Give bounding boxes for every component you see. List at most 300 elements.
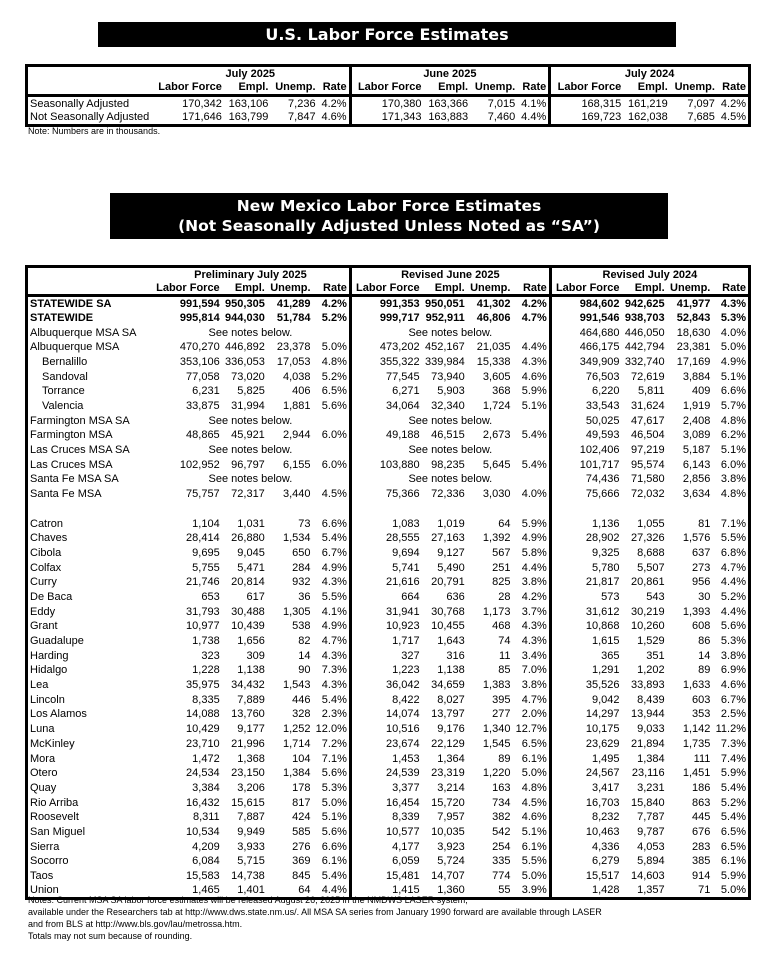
labor-force-cell: 1,223 <box>392 664 420 677</box>
unemployment-cell: 277 <box>492 708 511 721</box>
employment-cell: 9,787 <box>637 825 665 838</box>
column-header: Labor Force <box>350 81 423 96</box>
unemployment-cell: 7,847 <box>288 111 316 124</box>
employment-cell: 5,825 <box>237 385 265 398</box>
unemployment-cell: 825 <box>492 576 511 589</box>
rate-cell: 7.0% <box>512 663 550 678</box>
unemployment-cell: 18,630 <box>676 326 711 339</box>
unemployment-cell: 36 <box>298 590 311 603</box>
rate-cell: 7.4% <box>720 752 746 765</box>
labor-force-cell: 1,104 <box>192 517 220 530</box>
nm-title-line1: New Mexico Labor Force Estimates <box>236 197 542 215</box>
unemployment-cell: 41,289 <box>276 297 311 310</box>
employment-cell: 5,471 <box>237 561 265 574</box>
employment-cell: 1,643 <box>437 635 465 648</box>
employment-cell: 10,260 <box>631 620 665 633</box>
employment-cell: 5,811 <box>637 385 665 398</box>
rate-cell: 5.0% <box>720 883 746 896</box>
labor-force-cell: 24,567 <box>585 767 620 780</box>
employment-cell: 938,703 <box>624 311 665 324</box>
labor-force-cell: 23,710 <box>186 737 220 750</box>
labor-force-cell: 101,717 <box>579 458 620 471</box>
table-row <box>27 751 750 766</box>
employment-cell: 5,507 <box>637 561 665 574</box>
employment-cell: 7,887 <box>237 811 265 824</box>
unemployment-cell: 73 <box>298 517 311 530</box>
employment-cell: 161,219 <box>627 97 668 110</box>
labor-force-cell: 75,666 <box>585 488 620 501</box>
labor-force-cell: 10,534 <box>186 825 220 838</box>
rate-cell: 5.6% <box>313 766 351 781</box>
unemployment-cell: 1,735 <box>682 737 711 750</box>
rate-cell: 5.4% <box>512 457 550 472</box>
labor-force-cell: 10,175 <box>585 723 620 736</box>
unemployment-cell: 4,038 <box>283 370 311 383</box>
unemployment-cell: 17,053 <box>276 355 311 368</box>
labor-force-cell: 1,136 <box>592 517 620 530</box>
rate-cell: 5.7% <box>720 400 746 413</box>
rate-cell: 3.8% <box>720 473 746 486</box>
table-row <box>27 590 750 605</box>
employment-cell: 617 <box>246 590 265 603</box>
rate-cell: 5.2% <box>720 796 746 809</box>
labor-force-cell: 77,545 <box>385 370 420 383</box>
labor-force-cell: 8,422 <box>392 693 420 706</box>
unemployment-cell: 251 <box>492 561 511 574</box>
labor-force-cell: 75,366 <box>385 488 420 501</box>
labor-force-cell: 991,546 <box>579 311 620 324</box>
employment-cell: 3,231 <box>637 781 665 794</box>
rate-cell: 2.3% <box>313 707 351 722</box>
employment-cell: 163,106 <box>228 97 269 110</box>
employment-cell: 8,439 <box>637 693 665 706</box>
employment-cell: 45,921 <box>231 429 265 442</box>
table-row <box>27 722 750 737</box>
employment-cell: 339,984 <box>424 355 465 368</box>
labor-force-cell: 1,083 <box>392 517 420 530</box>
unemployment-cell: 353 <box>692 708 711 721</box>
employment-cell: 1,202 <box>637 664 665 677</box>
unemployment-cell: 23,381 <box>676 341 711 354</box>
column-header: Empl. <box>222 281 267 296</box>
employment-cell: 72,619 <box>631 370 665 383</box>
employment-cell: 1,055 <box>637 517 665 530</box>
labor-force-cell: 15,583 <box>186 870 220 883</box>
unemployment-cell: 542 <box>492 825 511 838</box>
table-row <box>27 369 750 384</box>
column-header: Labor Force <box>350 281 421 296</box>
employment-cell: 1,384 <box>637 752 665 765</box>
rate-cell: 4.9% <box>313 619 351 634</box>
unemployment-cell: 81 <box>698 517 711 530</box>
rate-cell: 5.6% <box>720 620 746 633</box>
labor-force-cell: 16,432 <box>186 796 220 809</box>
unemployment-cell: 3,634 <box>682 488 711 501</box>
unemployment-cell: 28 <box>498 590 511 603</box>
rate-cell: 4.4% <box>313 883 351 898</box>
employment-cell: 23,319 <box>431 767 465 780</box>
labor-force-cell: 8,339 <box>392 811 420 824</box>
rate-cell: 4.2% <box>720 97 746 110</box>
rate-cell: 12.7% <box>512 722 550 737</box>
labor-force-cell: 9,695 <box>192 546 220 559</box>
employment-cell: 446,892 <box>225 341 265 354</box>
unemployment-cell: 406 <box>292 385 311 398</box>
unemployment-cell: 1,220 <box>482 767 511 780</box>
employment-cell: 72,317 <box>231 488 265 501</box>
labor-force-cell: 34,064 <box>385 400 420 413</box>
rate-cell: 3.8% <box>512 678 550 693</box>
employment-cell: 13,944 <box>631 708 665 721</box>
employment-cell: 15,840 <box>631 796 665 809</box>
employment-cell: 543 <box>646 590 665 603</box>
rate-cell: 4.2% <box>512 590 550 605</box>
unemployment-cell: 1,633 <box>682 679 711 692</box>
unemployment-cell: 284 <box>292 561 311 574</box>
rate-cell: 5.4% <box>512 428 550 443</box>
employment-cell: 72,336 <box>431 488 465 501</box>
table-row <box>27 766 750 781</box>
employment-cell: 13,797 <box>431 708 465 721</box>
labor-force-cell: 21,746 <box>186 576 220 589</box>
labor-force-cell: 653 <box>201 590 220 603</box>
column-header: Unemp. <box>270 81 317 96</box>
labor-force-cell: 9,694 <box>392 546 420 559</box>
see-notes-cell: See notes below. <box>350 325 550 340</box>
unemployment-cell: 817 <box>292 796 311 809</box>
rate-cell: 7.2% <box>313 737 351 752</box>
labor-force-cell: 48,865 <box>186 429 220 442</box>
rate-cell: 5.2% <box>720 590 746 603</box>
unemployment-cell: 567 <box>492 546 511 559</box>
employment-cell: 3,933 <box>237 840 265 853</box>
employment-cell: 7,889 <box>237 693 265 706</box>
labor-force-cell: 28,414 <box>186 532 220 545</box>
employment-cell: 1,357 <box>637 883 665 896</box>
employment-cell: 10,035 <box>431 825 465 838</box>
employment-cell: 952,911 <box>425 311 465 324</box>
unemployment-cell: 676 <box>692 825 711 838</box>
table-row <box>27 413 750 428</box>
employment-cell: 163,799 <box>228 111 269 124</box>
unemployment-cell: 7,460 <box>487 111 516 124</box>
unemployment-cell: 86 <box>698 635 711 648</box>
row-label: Farmington MSA SA <box>30 414 130 427</box>
rate-cell: 7.3% <box>720 737 746 750</box>
row-label: Colfax <box>30 561 62 574</box>
rate-cell: 4.7% <box>720 561 746 574</box>
labor-force-cell: 991,353 <box>379 297 420 310</box>
labor-force-cell: 1,453 <box>392 752 420 765</box>
rate-cell: 6.0% <box>313 428 351 443</box>
rate-cell: 2.0% <box>512 707 550 722</box>
employment-cell: 47,617 <box>631 414 665 427</box>
employment-cell: 31,994 <box>231 400 265 413</box>
row-label: Mora <box>30 752 56 765</box>
employment-cell: 8,027 <box>437 693 465 706</box>
column-header: Labor Force <box>152 281 222 296</box>
unemployment-cell: 5,187 <box>682 444 711 457</box>
unemployment-cell: 186 <box>692 781 711 794</box>
rate-cell: 4.3% <box>313 648 351 663</box>
rate-cell: 3.4% <box>512 648 550 663</box>
employment-cell: 351 <box>646 649 665 662</box>
rate-cell: 4.7% <box>313 634 351 649</box>
column-header: Unemp. <box>470 81 517 96</box>
unemployment-cell: 283 <box>692 840 711 853</box>
row-label: Seasonally Adjusted <box>30 97 130 110</box>
unemployment-cell: 273 <box>692 561 711 574</box>
employment-cell: 97,219 <box>631 444 665 457</box>
employment-cell: 23,116 <box>631 767 665 780</box>
row-label: Taos <box>30 870 54 883</box>
rate-cell: 5.9% <box>720 870 746 883</box>
labor-force-cell: 15,517 <box>585 870 620 883</box>
unemployment-cell: 41,302 <box>476 297 511 310</box>
rate-cell: 4.6% <box>318 111 351 126</box>
labor-force-cell: 473,202 <box>379 341 420 354</box>
labor-force-cell: 35,975 <box>186 679 220 692</box>
nm-title-banner <box>110 193 668 239</box>
labor-force-cell: 35,526 <box>585 679 620 692</box>
labor-force-cell: 171,343 <box>381 111 422 124</box>
unemployment-cell: 395 <box>492 693 511 706</box>
employment-cell: 3,206 <box>237 781 265 794</box>
employment-cell: 446,050 <box>624 326 665 339</box>
employment-cell: 31,624 <box>631 400 665 413</box>
column-header: Rate <box>512 281 550 296</box>
unemployment-cell: 1,383 <box>482 679 511 692</box>
column-header: Empl. <box>422 281 467 296</box>
column-header: Empl. <box>622 281 667 296</box>
labor-force-cell: 327 <box>401 649 420 662</box>
employment-cell: 73,020 <box>231 370 265 383</box>
employment-cell: 1,031 <box>237 517 265 530</box>
row-label: Curry <box>30 576 57 589</box>
labor-force-cell: 1,495 <box>592 752 620 765</box>
row-label: Quay <box>30 781 57 794</box>
column-header: Labor Force <box>152 81 224 96</box>
table-row <box>27 325 750 340</box>
labor-force-cell: 77,058 <box>186 370 220 383</box>
employment-cell: 5,894 <box>637 855 665 868</box>
table-row <box>27 560 750 575</box>
column-header: Rate <box>717 81 750 96</box>
labor-force-cell: 5,755 <box>192 561 220 574</box>
rate-cell: 6.2% <box>720 429 746 442</box>
table-row <box>27 516 750 531</box>
unemployment-cell: 7,097 <box>687 97 715 110</box>
unemployment-cell: 5,645 <box>482 458 511 471</box>
labor-force-cell: 995,814 <box>179 311 220 324</box>
labor-force-cell: 103,880 <box>379 458 420 471</box>
labor-force-cell: 31,612 <box>585 605 620 618</box>
row-label: Valencia <box>42 400 84 413</box>
labor-force-cell: 49,188 <box>385 429 420 442</box>
employment-cell: 72,032 <box>631 488 665 501</box>
unemployment-cell: 1,881 <box>283 400 311 413</box>
labor-force-cell: 1,428 <box>592 883 620 896</box>
table-row <box>27 825 750 840</box>
rate-cell: 7.3% <box>313 663 351 678</box>
unemployment-cell: 46,806 <box>476 311 511 324</box>
labor-force-cell: 14,088 <box>186 708 220 721</box>
labor-force-cell: 31,793 <box>186 605 220 618</box>
employment-cell: 1,401 <box>237 883 265 896</box>
labor-force-cell: 6,279 <box>592 855 620 868</box>
row-label: Bernalillo <box>42 355 88 368</box>
see-notes-cell: See notes below. <box>152 443 350 458</box>
unemployment-cell: 446 <box>292 693 311 706</box>
labor-force-cell: 75,757 <box>186 488 220 501</box>
unemployment-cell: 6,155 <box>283 458 311 471</box>
rate-cell: 3.8% <box>512 575 550 590</box>
labor-force-cell: 9,325 <box>592 546 620 559</box>
us-title: U.S. Labor Force Estimates <box>265 25 509 44</box>
period-header: June 2025 <box>350 66 550 81</box>
employment-cell: 9,176 <box>437 723 465 736</box>
labor-force-cell: 28,902 <box>585 532 620 545</box>
employment-cell: 5,490 <box>437 561 465 574</box>
employment-cell: 71,580 <box>631 473 665 486</box>
labor-force-cell: 23,674 <box>385 737 420 750</box>
employment-cell: 332,740 <box>624 355 665 368</box>
period-header: July 2025 <box>152 66 350 81</box>
unemployment-cell: 178 <box>292 781 311 794</box>
employment-cell: 13,760 <box>231 708 265 721</box>
employment-cell: 22,129 <box>431 737 465 750</box>
unemployment-cell: 914 <box>692 870 711 883</box>
employment-cell: 27,163 <box>431 532 465 545</box>
labor-force-cell: 170,342 <box>182 97 222 110</box>
labor-force-cell: 664 <box>401 590 420 603</box>
see-notes-cell: See notes below. <box>152 472 350 487</box>
labor-force-cell: 3,377 <box>392 781 420 794</box>
unemployment-cell: 90 <box>298 664 311 677</box>
employment-cell: 452,167 <box>424 341 465 354</box>
rate-cell: 12.0% <box>313 722 351 737</box>
unemployment-cell: 11 <box>499 649 511 662</box>
table-row <box>27 869 750 884</box>
rate-cell: 4.8% <box>720 414 746 427</box>
labor-force-cell: 573 <box>601 590 620 603</box>
rate-cell: 5.6% <box>313 825 351 840</box>
unemployment-cell: 603 <box>692 693 711 706</box>
rate-cell: 6.0% <box>720 458 746 471</box>
row-label: Las Cruces MSA <box>30 458 113 471</box>
employment-cell: 316 <box>446 649 465 662</box>
row-label: Torrance <box>42 385 85 398</box>
unemployment-cell: 41,977 <box>676 297 711 310</box>
table-row <box>27 810 750 825</box>
table-row <box>27 443 750 458</box>
unemployment-cell: 23,378 <box>276 341 311 354</box>
nm-title-line2: (Not Seasonally Adjusted Unless Noted as “SA”) <box>178 217 600 235</box>
unemployment-cell: 82 <box>298 635 311 648</box>
employment-cell: 15,720 <box>431 796 465 809</box>
unemployment-cell: 608 <box>692 620 711 633</box>
labor-force-cell: 470,270 <box>179 341 220 354</box>
unemployment-cell: 74 <box>498 635 511 648</box>
rate-cell: 5.0% <box>313 340 351 355</box>
labor-force-cell: 102,952 <box>179 458 220 471</box>
rate-cell: 4.6% <box>512 810 550 825</box>
table-row <box>27 531 750 546</box>
unemployment-cell: 845 <box>292 870 311 883</box>
column-header: Empl. <box>224 81 271 96</box>
unemployment-cell: 1,451 <box>682 767 711 780</box>
rate-cell: 4.5% <box>512 795 550 810</box>
rate-cell: 5.9% <box>512 516 550 531</box>
employment-cell: 73,940 <box>431 370 465 383</box>
rate-cell: 4.5% <box>720 111 746 124</box>
labor-force-cell: 1,717 <box>392 635 420 648</box>
labor-force-cell: 3,417 <box>592 781 620 794</box>
unemployment-cell: 1,543 <box>283 679 311 692</box>
table-row <box>27 457 750 472</box>
table-row <box>27 795 750 810</box>
table-row <box>27 546 750 561</box>
table-row <box>27 692 750 707</box>
employment-cell: 309 <box>246 649 265 662</box>
column-header-row <box>27 81 750 96</box>
unemployment-cell: 637 <box>692 546 711 559</box>
labor-force-cell: 10,923 <box>385 620 420 633</box>
rate-cell: 4.5% <box>313 487 351 502</box>
table-row <box>27 781 750 796</box>
employment-cell: 1,368 <box>237 752 265 765</box>
unemployment-cell: 3,884 <box>682 370 711 383</box>
rate-cell: 5.3% <box>720 635 746 648</box>
labor-force-cell: 76,503 <box>585 370 620 383</box>
unemployment-cell: 104 <box>292 752 311 765</box>
rate-cell: 6.5% <box>720 825 746 838</box>
labor-force-cell: 33,543 <box>585 400 620 413</box>
labor-force-cell: 168,315 <box>581 97 622 110</box>
unemployment-cell: 409 <box>692 385 711 398</box>
rate-cell: 5.5% <box>313 590 351 605</box>
rate-cell: 5.9% <box>512 384 550 399</box>
labor-force-cell: 10,577 <box>385 825 420 838</box>
unemployment-cell: 2,673 <box>482 429 511 442</box>
employment-cell: 21,996 <box>231 737 265 750</box>
rate-cell: 6.7% <box>313 546 351 561</box>
rate-cell: 4.9% <box>313 560 351 575</box>
see-notes-cell: See notes below. <box>350 413 550 428</box>
row-label: Albuquerque MSA SA <box>30 326 137 339</box>
unemployment-cell: 30 <box>698 590 711 603</box>
rate-cell: 6.5% <box>720 840 746 853</box>
us-labor-force-table <box>25 64 751 127</box>
labor-force-cell: 466,175 <box>579 341 620 354</box>
employment-cell: 20,791 <box>431 576 465 589</box>
labor-force-cell: 14,074 <box>385 708 420 721</box>
employment-cell: 21,894 <box>631 737 665 750</box>
labor-force-cell: 355,322 <box>379 355 420 368</box>
rate-cell: 5.0% <box>512 766 550 781</box>
unemployment-cell: 14 <box>298 649 311 662</box>
rate-cell: 2.5% <box>720 708 746 721</box>
rate-cell: 6.6% <box>313 839 351 854</box>
row-label: McKinley <box>30 737 75 750</box>
unemployment-cell: 15,338 <box>476 355 511 368</box>
labor-force-cell: 6,220 <box>592 385 620 398</box>
labor-force-cell: 10,516 <box>385 723 420 736</box>
employment-cell: 1,138 <box>237 664 265 677</box>
see-notes-cell: See notes below. <box>350 472 550 487</box>
labor-force-cell: 8,335 <box>192 693 220 706</box>
labor-force-cell: 10,429 <box>186 723 220 736</box>
